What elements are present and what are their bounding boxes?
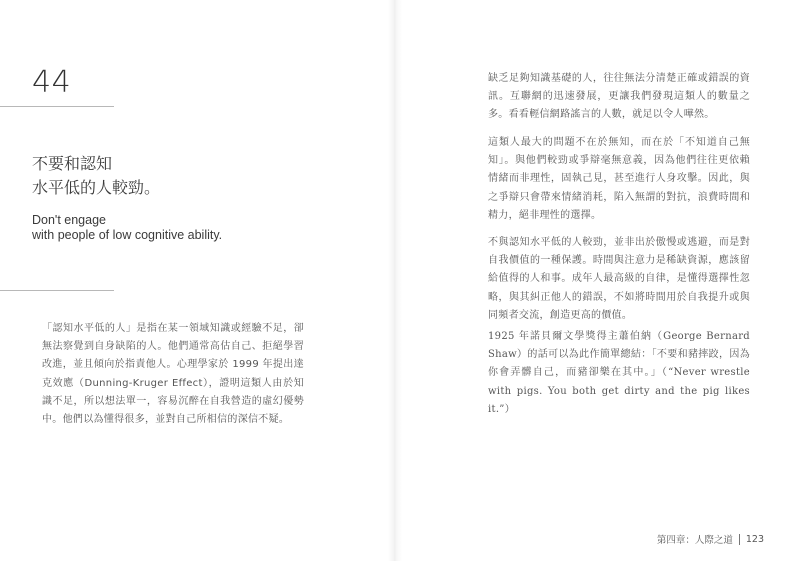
title-zh-line-2: 水平低的人較勁。 bbox=[32, 178, 161, 197]
page-number: 123 bbox=[745, 533, 764, 545]
title-zh-line-1: 不要和認知 bbox=[32, 154, 113, 173]
footer-chapter-label: 第四章：人際之道 bbox=[656, 535, 733, 546]
title-en-line-2: with people of low cognitive ability. bbox=[32, 228, 223, 242]
bottom-divider bbox=[0, 290, 114, 291]
page-footer bbox=[657, 532, 764, 546]
section-title-chinese bbox=[32, 152, 160, 200]
body-paragraph-1: 缺乏足夠知識基礎的人，往往無法分清楚正確或錯誤的資訊。互聯網的迅速發展，更讓我們發現這類人的數量之多。看看輕信網路謠言的人數，就足以令人嘩然。 bbox=[488, 73, 750, 121]
book-gutter bbox=[388, 0, 402, 561]
section-number: 44 bbox=[32, 65, 72, 100]
footer-separator bbox=[739, 534, 740, 545]
body-paragraph-2: 這類人最大的問題不在於無知，而在於「不知道自己無知」。與他們較勁或爭辯毫無意義，因為他們往往更依賴情緒而非理性，固執己見，甚至進行人身攻擊。因此，與之爭辯只會帶來情緒消耗，陷入無謂的對抗，浪費時間和精力，絕非理性的選擇。 bbox=[488, 137, 750, 221]
body-paragraph-4-quote: 1925 年諾貝爾文學獎得主蕭伯納（George Bernard Shaw）的話可以為此作簡單總結：「不要和豬摔跤，因為你會弄髒自己，而豬卻樂在其中。」（“Never wrestle with pigs. You both get dirty and the pig likes it.”） bbox=[488, 331, 750, 415]
intro-paragraph: 「認知水平低的人」是指在某一領域知識或經驗不足，卻無法察覺到自身缺陷的人。他們通常高估自己、拒絕學習改進，並且傾向於指責他人。心理學家於 1999 年提出達克效應（Dunning-Kruger Effect），證明這類人由於知識不足，所以想法單一，容易沉醉在自我營造的虛幻優勢中。他們以為懂得很多，並對自己所相信的深信不疑。 bbox=[42, 323, 304, 426]
top-divider bbox=[0, 106, 114, 107]
body-paragraph-3: 不與認知水平低的人較勁，並非出於傲慢或逃避，而是對自我價值的一種保護。時間與注意力是稀缺資源，應該留給值得的人和事。成年人最高級的自律，是懂得選擇性忽略，與其糾正他人的錯誤，不如將時間用於自我提升或與同頻者交流，創造更高的價值。 bbox=[488, 237, 750, 321]
section-title-english bbox=[32, 213, 222, 243]
title-en-line-1: Don't engage bbox=[32, 213, 106, 227]
